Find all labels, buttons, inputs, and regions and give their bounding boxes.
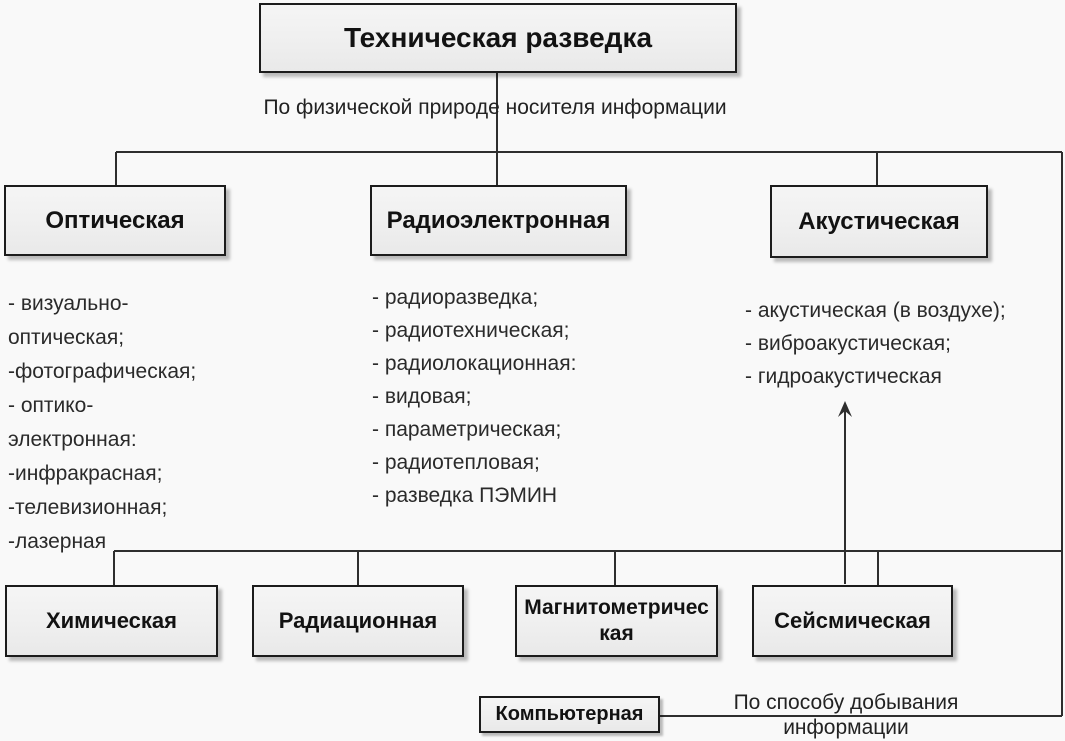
list-item: - радиотехническая; bbox=[372, 319, 570, 342]
node-radiation bbox=[252, 585, 464, 657]
node-label: Радиационная bbox=[278, 608, 438, 633]
node-label: Сейсмическая bbox=[774, 608, 931, 633]
list-item: -фотографическая; bbox=[8, 360, 197, 383]
list-item: -инфракрасная; bbox=[8, 462, 163, 485]
node-technical-intelligence bbox=[259, 3, 737, 73]
list-item: - параметрическая; bbox=[372, 418, 562, 441]
list-item: - видовая; bbox=[372, 385, 472, 408]
list-item: - гидроакустическая bbox=[745, 365, 942, 388]
classification-by-physical-nature-label: По физической природе носителя информации bbox=[263, 96, 727, 119]
node-computer bbox=[479, 696, 660, 733]
acoustic-types-list bbox=[745, 294, 1057, 393]
node-label: Компьютерная bbox=[495, 703, 644, 725]
node-acoustic bbox=[770, 185, 988, 258]
list-item: - акустическая (в воздухе); bbox=[745, 299, 1006, 322]
list-item: -лазерная bbox=[8, 530, 107, 553]
optical-types-list bbox=[8, 287, 258, 559]
node-label: Химическая bbox=[45, 608, 178, 633]
radioelectronic-types-list bbox=[372, 281, 672, 512]
list-item: - разведка ПЭМИН bbox=[372, 484, 558, 507]
classification-by-acquisition-label bbox=[715, 690, 977, 740]
label-line: информации bbox=[783, 716, 909, 739]
node-seismic bbox=[752, 585, 953, 657]
node-optical bbox=[4, 185, 226, 256]
list-item: электронная: bbox=[8, 428, 137, 451]
list-item: - оптико- bbox=[8, 394, 94, 417]
list-item: - радиотепловая; bbox=[372, 451, 540, 474]
list-item: - визуально- bbox=[8, 292, 129, 315]
list-item: оптическая; bbox=[8, 326, 125, 349]
label-line: По способу добывания bbox=[733, 691, 959, 714]
list-item: -телевизионная; bbox=[8, 496, 168, 519]
node-chemical bbox=[5, 585, 218, 657]
node-radioelectronic bbox=[370, 185, 627, 256]
list-item: - виброакустическая; bbox=[745, 332, 951, 355]
node-label: Магнитометричес кая bbox=[524, 596, 709, 645]
node-magnetometric bbox=[515, 585, 718, 657]
node-label: Оптическая bbox=[45, 206, 185, 234]
node-label: Радиоэлектронная bbox=[386, 206, 611, 234]
list-item: - радиоразведка; bbox=[372, 286, 539, 309]
node-label: Техническая разведка bbox=[343, 22, 653, 53]
list-item: - радиолокационная: bbox=[372, 352, 577, 375]
node-label: Акустическая bbox=[798, 207, 960, 235]
